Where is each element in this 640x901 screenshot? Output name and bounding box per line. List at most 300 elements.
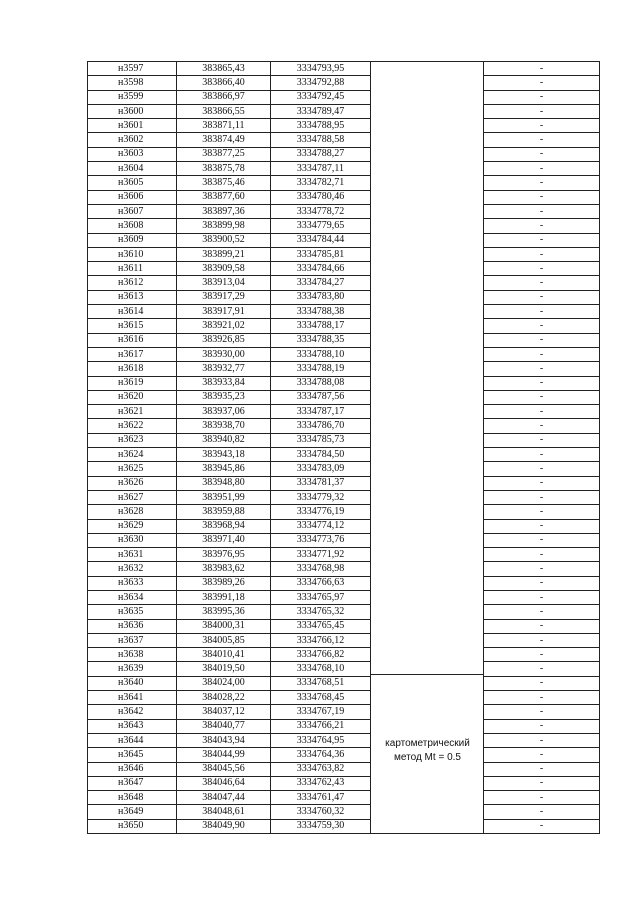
precision-cell: - bbox=[484, 819, 600, 833]
x-coordinate-cell: 384019,50 bbox=[177, 662, 271, 676]
point-id-cell: н3631 bbox=[88, 548, 177, 562]
table-row bbox=[88, 405, 600, 419]
y-coordinate-cell: 3334768,98 bbox=[271, 562, 371, 576]
method-cell bbox=[371, 776, 484, 790]
x-coordinate-cell: 383937,06 bbox=[177, 405, 271, 419]
point-id-cell: н3647 bbox=[88, 776, 177, 790]
x-coordinate-cell: 383921,02 bbox=[177, 319, 271, 333]
precision-cell: - bbox=[484, 476, 600, 490]
point-id-cell: н3597 bbox=[88, 62, 177, 76]
precision-cell: - bbox=[484, 590, 600, 604]
point-id-cell: н3624 bbox=[88, 448, 177, 462]
point-id-cell: н3633 bbox=[88, 576, 177, 590]
table-row bbox=[88, 533, 600, 547]
x-coordinate-cell: 383976,95 bbox=[177, 548, 271, 562]
table-row bbox=[88, 262, 600, 276]
table-row bbox=[88, 590, 600, 604]
point-id-cell: н3627 bbox=[88, 490, 177, 504]
method-cell bbox=[371, 590, 484, 604]
table-row bbox=[88, 104, 600, 118]
table-row bbox=[88, 176, 600, 190]
precision-cell: - bbox=[484, 619, 600, 633]
table-row bbox=[88, 662, 600, 676]
x-coordinate-cell: 383943,18 bbox=[177, 448, 271, 462]
method-cell bbox=[371, 562, 484, 576]
y-coordinate-cell: 3334764,36 bbox=[271, 748, 371, 762]
method-cell bbox=[371, 204, 484, 218]
table-row bbox=[88, 90, 600, 104]
x-coordinate-cell: 383933,84 bbox=[177, 376, 271, 390]
y-coordinate-cell: 3334765,45 bbox=[271, 619, 371, 633]
table-row bbox=[88, 519, 600, 533]
method-cell bbox=[371, 819, 484, 833]
x-coordinate-cell: 384043,94 bbox=[177, 733, 271, 747]
precision-cell: - bbox=[484, 533, 600, 547]
precision-cell: - bbox=[484, 176, 600, 190]
x-coordinate-cell: 383930,00 bbox=[177, 347, 271, 361]
x-coordinate-cell: 384045,56 bbox=[177, 762, 271, 776]
table-row bbox=[88, 133, 600, 147]
point-id-cell: н3644 bbox=[88, 733, 177, 747]
x-coordinate-cell: 383983,62 bbox=[177, 562, 271, 576]
method-separator-line bbox=[371, 674, 484, 675]
precision-cell: - bbox=[484, 605, 600, 619]
y-coordinate-cell: 3334762,43 bbox=[271, 776, 371, 790]
table-row bbox=[88, 805, 600, 819]
method-cell bbox=[371, 262, 484, 276]
table-row bbox=[88, 219, 600, 233]
method-cell bbox=[371, 691, 484, 705]
method-cell bbox=[371, 390, 484, 404]
y-coordinate-cell: 3334768,51 bbox=[271, 676, 371, 690]
y-coordinate-cell: 3334766,12 bbox=[271, 633, 371, 647]
table-row bbox=[88, 619, 600, 633]
precision-cell: - bbox=[484, 776, 600, 790]
coordinates-table-body bbox=[88, 62, 600, 834]
y-coordinate-cell: 3334781,37 bbox=[271, 476, 371, 490]
method-cell bbox=[371, 247, 484, 261]
method-note-line1: картометрический bbox=[385, 738, 470, 749]
point-id-cell: н3648 bbox=[88, 791, 177, 805]
y-coordinate-cell: 3334766,82 bbox=[271, 648, 371, 662]
method-cell bbox=[371, 548, 484, 562]
method-cell bbox=[371, 433, 484, 447]
y-coordinate-cell: 3334788,08 bbox=[271, 376, 371, 390]
precision-cell: - bbox=[484, 462, 600, 476]
precision-cell: - bbox=[484, 762, 600, 776]
point-id-cell: н3639 bbox=[88, 662, 177, 676]
table-row bbox=[88, 376, 600, 390]
point-id-cell: н3606 bbox=[88, 190, 177, 204]
x-coordinate-cell: 383917,29 bbox=[177, 290, 271, 304]
x-coordinate-cell: 383909,58 bbox=[177, 262, 271, 276]
y-coordinate-cell: 3334763,82 bbox=[271, 762, 371, 776]
point-id-cell: н3638 bbox=[88, 648, 177, 662]
y-coordinate-cell: 3334788,17 bbox=[271, 319, 371, 333]
y-coordinate-cell: 3334793,95 bbox=[271, 62, 371, 76]
x-coordinate-cell: 384044,99 bbox=[177, 748, 271, 762]
x-coordinate-cell: 384049,90 bbox=[177, 819, 271, 833]
table-row bbox=[88, 290, 600, 304]
point-id-cell: н3649 bbox=[88, 805, 177, 819]
table-row bbox=[88, 719, 600, 733]
y-coordinate-cell: 3334789,47 bbox=[271, 104, 371, 118]
y-coordinate-cell: 3334760,32 bbox=[271, 805, 371, 819]
point-id-cell: н3626 bbox=[88, 476, 177, 490]
y-coordinate-cell: 3334765,32 bbox=[271, 605, 371, 619]
table-row bbox=[88, 333, 600, 347]
method-cell bbox=[371, 76, 484, 90]
method-cell bbox=[371, 62, 484, 76]
point-id-cell: н3629 bbox=[88, 519, 177, 533]
y-coordinate-cell: 3334792,45 bbox=[271, 90, 371, 104]
method-cell bbox=[371, 119, 484, 133]
method-cell bbox=[371, 805, 484, 819]
point-id-cell: н3598 bbox=[88, 76, 177, 90]
y-coordinate-cell: 3334771,92 bbox=[271, 548, 371, 562]
y-coordinate-cell: 3334768,10 bbox=[271, 662, 371, 676]
method-cell bbox=[371, 90, 484, 104]
table-row bbox=[88, 362, 600, 376]
y-coordinate-cell: 3334766,21 bbox=[271, 719, 371, 733]
point-id-cell: н3619 bbox=[88, 376, 177, 390]
precision-cell: - bbox=[484, 505, 600, 519]
coordinates-table bbox=[87, 61, 600, 834]
precision-cell: - bbox=[484, 133, 600, 147]
precision-cell: - bbox=[484, 219, 600, 233]
x-coordinate-cell: 383875,46 bbox=[177, 176, 271, 190]
precision-cell: - bbox=[484, 448, 600, 462]
method-cell bbox=[371, 319, 484, 333]
x-coordinate-cell: 384046,64 bbox=[177, 776, 271, 790]
x-coordinate-cell: 384024,00 bbox=[177, 676, 271, 690]
y-coordinate-cell: 3334785,81 bbox=[271, 247, 371, 261]
x-coordinate-cell: 383926,85 bbox=[177, 333, 271, 347]
table-row bbox=[88, 819, 600, 833]
precision-cell: - bbox=[484, 290, 600, 304]
table-row bbox=[88, 233, 600, 247]
point-id-cell: н3602 bbox=[88, 133, 177, 147]
point-id-cell: н3615 bbox=[88, 319, 177, 333]
point-id-cell: н3628 bbox=[88, 505, 177, 519]
x-coordinate-cell: 383951,99 bbox=[177, 490, 271, 504]
table-row bbox=[88, 605, 600, 619]
precision-cell: - bbox=[484, 691, 600, 705]
table-row bbox=[88, 390, 600, 404]
table-row bbox=[88, 691, 600, 705]
precision-cell: - bbox=[484, 433, 600, 447]
x-coordinate-cell: 384040,77 bbox=[177, 719, 271, 733]
point-id-cell: н3607 bbox=[88, 204, 177, 218]
x-coordinate-cell: 383995,36 bbox=[177, 605, 271, 619]
table-row bbox=[88, 490, 600, 504]
precision-cell: - bbox=[484, 319, 600, 333]
precision-cell: - bbox=[484, 705, 600, 719]
point-id-cell: н3599 bbox=[88, 90, 177, 104]
x-coordinate-cell: 383940,82 bbox=[177, 433, 271, 447]
point-id-cell: н3610 bbox=[88, 247, 177, 261]
point-id-cell: н3604 bbox=[88, 162, 177, 176]
precision-cell: - bbox=[484, 376, 600, 390]
y-coordinate-cell: 3334776,19 bbox=[271, 505, 371, 519]
precision-cell: - bbox=[484, 233, 600, 247]
method-cell bbox=[371, 505, 484, 519]
point-id-cell: н3612 bbox=[88, 276, 177, 290]
y-coordinate-cell: 3334759,30 bbox=[271, 819, 371, 833]
x-coordinate-cell: 383866,40 bbox=[177, 76, 271, 90]
x-coordinate-cell: 383874,49 bbox=[177, 133, 271, 147]
point-id-cell: н3635 bbox=[88, 605, 177, 619]
point-id-cell: н3636 bbox=[88, 619, 177, 633]
point-id-cell: н3643 bbox=[88, 719, 177, 733]
table-row bbox=[88, 319, 600, 333]
y-coordinate-cell: 3334761,47 bbox=[271, 791, 371, 805]
x-coordinate-cell: 383877,60 bbox=[177, 190, 271, 204]
point-id-cell: н3642 bbox=[88, 705, 177, 719]
y-coordinate-cell: 3334788,35 bbox=[271, 333, 371, 347]
point-id-cell: н3611 bbox=[88, 262, 177, 276]
x-coordinate-cell: 383866,55 bbox=[177, 104, 271, 118]
x-coordinate-cell: 384005,85 bbox=[177, 633, 271, 647]
point-id-cell: н3617 bbox=[88, 347, 177, 361]
precision-cell: - bbox=[484, 204, 600, 218]
x-coordinate-cell: 383959,88 bbox=[177, 505, 271, 519]
y-coordinate-cell: 3334788,10 bbox=[271, 347, 371, 361]
x-coordinate-cell: 383897,36 bbox=[177, 204, 271, 218]
table-row bbox=[88, 562, 600, 576]
y-coordinate-cell: 3334788,38 bbox=[271, 305, 371, 319]
point-id-cell: н3601 bbox=[88, 119, 177, 133]
table-row bbox=[88, 791, 600, 805]
point-id-cell: н3640 bbox=[88, 676, 177, 690]
y-coordinate-cell: 3334767,19 bbox=[271, 705, 371, 719]
x-coordinate-cell: 383866,97 bbox=[177, 90, 271, 104]
point-id-cell: н3625 bbox=[88, 462, 177, 476]
precision-cell: - bbox=[484, 104, 600, 118]
method-cell bbox=[371, 419, 484, 433]
method-cell bbox=[371, 362, 484, 376]
y-coordinate-cell: 3334787,17 bbox=[271, 405, 371, 419]
method-cell bbox=[371, 190, 484, 204]
precision-cell: - bbox=[484, 548, 600, 562]
method-note-line2: метод Mt = 0.5 bbox=[394, 752, 461, 763]
point-id-cell: н3618 bbox=[88, 362, 177, 376]
method-cell bbox=[371, 162, 484, 176]
precision-cell: - bbox=[484, 490, 600, 504]
precision-cell: - bbox=[484, 76, 600, 90]
table-row bbox=[88, 147, 600, 161]
y-coordinate-cell: 3334788,19 bbox=[271, 362, 371, 376]
y-coordinate-cell: 3334788,95 bbox=[271, 119, 371, 133]
y-coordinate-cell: 3334786,70 bbox=[271, 419, 371, 433]
x-coordinate-cell: 384048,61 bbox=[177, 805, 271, 819]
y-coordinate-cell: 3334766,63 bbox=[271, 576, 371, 590]
table-row bbox=[88, 576, 600, 590]
table-row bbox=[88, 776, 600, 790]
y-coordinate-cell: 3334764,95 bbox=[271, 733, 371, 747]
method-cell bbox=[371, 176, 484, 190]
y-coordinate-cell: 3334787,11 bbox=[271, 162, 371, 176]
x-coordinate-cell: 383917,91 bbox=[177, 305, 271, 319]
method-cell bbox=[371, 705, 484, 719]
precision-cell: - bbox=[484, 719, 600, 733]
method-cell bbox=[371, 605, 484, 619]
point-id-cell: н3613 bbox=[88, 290, 177, 304]
table-row bbox=[88, 748, 600, 762]
precision-cell: - bbox=[484, 648, 600, 662]
method-cell bbox=[371, 476, 484, 490]
point-id-cell: н3605 bbox=[88, 176, 177, 190]
table-row bbox=[88, 190, 600, 204]
point-id-cell: н3600 bbox=[88, 104, 177, 118]
table-row bbox=[88, 76, 600, 90]
table-row bbox=[88, 433, 600, 447]
method-cell bbox=[371, 147, 484, 161]
method-cell bbox=[371, 376, 484, 390]
y-coordinate-cell: 3334783,09 bbox=[271, 462, 371, 476]
y-coordinate-cell: 3334774,12 bbox=[271, 519, 371, 533]
table-row bbox=[88, 247, 600, 261]
precision-cell: - bbox=[484, 147, 600, 161]
point-id-cell: н3634 bbox=[88, 590, 177, 604]
table-row bbox=[88, 762, 600, 776]
precision-cell: - bbox=[484, 519, 600, 533]
precision-cell: - bbox=[484, 347, 600, 361]
x-coordinate-cell: 383899,21 bbox=[177, 247, 271, 261]
y-coordinate-cell: 3334785,73 bbox=[271, 433, 371, 447]
method-cell bbox=[371, 676, 484, 690]
point-id-cell: н3621 bbox=[88, 405, 177, 419]
point-id-cell: н3608 bbox=[88, 219, 177, 233]
table-row bbox=[88, 162, 600, 176]
y-coordinate-cell: 3334778,72 bbox=[271, 204, 371, 218]
method-note bbox=[371, 737, 484, 765]
method-cell bbox=[371, 791, 484, 805]
precision-cell: - bbox=[484, 390, 600, 404]
point-id-cell: н3632 bbox=[88, 562, 177, 576]
x-coordinate-cell: 384047,44 bbox=[177, 791, 271, 805]
method-cell bbox=[371, 619, 484, 633]
precision-cell: - bbox=[484, 733, 600, 747]
precision-cell: - bbox=[484, 276, 600, 290]
y-coordinate-cell: 3334784,27 bbox=[271, 276, 371, 290]
point-id-cell: н3623 bbox=[88, 433, 177, 447]
method-cell bbox=[371, 519, 484, 533]
precision-cell: - bbox=[484, 190, 600, 204]
y-coordinate-cell: 3334787,56 bbox=[271, 390, 371, 404]
precision-cell: - bbox=[484, 562, 600, 576]
precision-cell: - bbox=[484, 748, 600, 762]
y-coordinate-cell: 3334784,50 bbox=[271, 448, 371, 462]
method-cell bbox=[371, 133, 484, 147]
point-id-cell: н3645 bbox=[88, 748, 177, 762]
y-coordinate-cell: 3334784,44 bbox=[271, 233, 371, 247]
table-row bbox=[88, 462, 600, 476]
x-coordinate-cell: 384028,22 bbox=[177, 691, 271, 705]
x-coordinate-cell: 383899,98 bbox=[177, 219, 271, 233]
table-row bbox=[88, 347, 600, 361]
x-coordinate-cell: 383968,94 bbox=[177, 519, 271, 533]
precision-cell: - bbox=[484, 633, 600, 647]
point-id-cell: н3609 bbox=[88, 233, 177, 247]
table-row bbox=[88, 204, 600, 218]
x-coordinate-cell: 383913,04 bbox=[177, 276, 271, 290]
y-coordinate-cell: 3334784,66 bbox=[271, 262, 371, 276]
precision-cell: - bbox=[484, 419, 600, 433]
table-row bbox=[88, 119, 600, 133]
table-row bbox=[88, 676, 600, 690]
y-coordinate-cell: 3334792,88 bbox=[271, 76, 371, 90]
table-row bbox=[88, 505, 600, 519]
y-coordinate-cell: 3334773,76 bbox=[271, 533, 371, 547]
y-coordinate-cell: 3334788,27 bbox=[271, 147, 371, 161]
precision-cell: - bbox=[484, 662, 600, 676]
method-cell bbox=[371, 290, 484, 304]
table-row bbox=[88, 448, 600, 462]
y-coordinate-cell: 3334782,71 bbox=[271, 176, 371, 190]
table-row bbox=[88, 705, 600, 719]
method-cell bbox=[371, 633, 484, 647]
method-cell bbox=[371, 462, 484, 476]
method-cell bbox=[371, 405, 484, 419]
x-coordinate-cell: 383932,77 bbox=[177, 362, 271, 376]
precision-cell: - bbox=[484, 405, 600, 419]
point-id-cell: н3620 bbox=[88, 390, 177, 404]
method-cell bbox=[371, 448, 484, 462]
table-row bbox=[88, 419, 600, 433]
precision-cell: - bbox=[484, 362, 600, 376]
precision-cell: - bbox=[484, 62, 600, 76]
precision-cell: - bbox=[484, 805, 600, 819]
x-coordinate-cell: 383875,78 bbox=[177, 162, 271, 176]
method-cell bbox=[371, 648, 484, 662]
y-coordinate-cell: 3334788,58 bbox=[271, 133, 371, 147]
method-cell bbox=[371, 719, 484, 733]
x-coordinate-cell: 383989,26 bbox=[177, 576, 271, 590]
x-coordinate-cell: 383900,52 bbox=[177, 233, 271, 247]
method-cell bbox=[371, 305, 484, 319]
method-cell bbox=[371, 347, 484, 361]
x-coordinate-cell: 384037,12 bbox=[177, 705, 271, 719]
x-coordinate-cell: 383971,40 bbox=[177, 533, 271, 547]
point-id-cell: н3646 bbox=[88, 762, 177, 776]
precision-cell: - bbox=[484, 676, 600, 690]
y-coordinate-cell: 3334783,80 bbox=[271, 290, 371, 304]
x-coordinate-cell: 383945,86 bbox=[177, 462, 271, 476]
precision-cell: - bbox=[484, 333, 600, 347]
y-coordinate-cell: 3334779,32 bbox=[271, 490, 371, 504]
x-coordinate-cell: 383948,80 bbox=[177, 476, 271, 490]
point-id-cell: н3616 bbox=[88, 333, 177, 347]
x-coordinate-cell: 383871,11 bbox=[177, 119, 271, 133]
precision-cell: - bbox=[484, 262, 600, 276]
precision-cell: - bbox=[484, 576, 600, 590]
x-coordinate-cell: 383938,70 bbox=[177, 419, 271, 433]
point-id-cell: н3641 bbox=[88, 691, 177, 705]
precision-cell: - bbox=[484, 791, 600, 805]
point-id-cell: н3637 bbox=[88, 633, 177, 647]
method-cell bbox=[371, 104, 484, 118]
method-cell bbox=[371, 576, 484, 590]
table-row bbox=[88, 476, 600, 490]
x-coordinate-cell: 383865,43 bbox=[177, 62, 271, 76]
y-coordinate-cell: 3334765,97 bbox=[271, 590, 371, 604]
precision-cell: - bbox=[484, 90, 600, 104]
x-coordinate-cell: 383877,25 bbox=[177, 147, 271, 161]
method-cell bbox=[371, 219, 484, 233]
y-coordinate-cell: 3334768,45 bbox=[271, 691, 371, 705]
x-coordinate-cell: 383935,23 bbox=[177, 390, 271, 404]
